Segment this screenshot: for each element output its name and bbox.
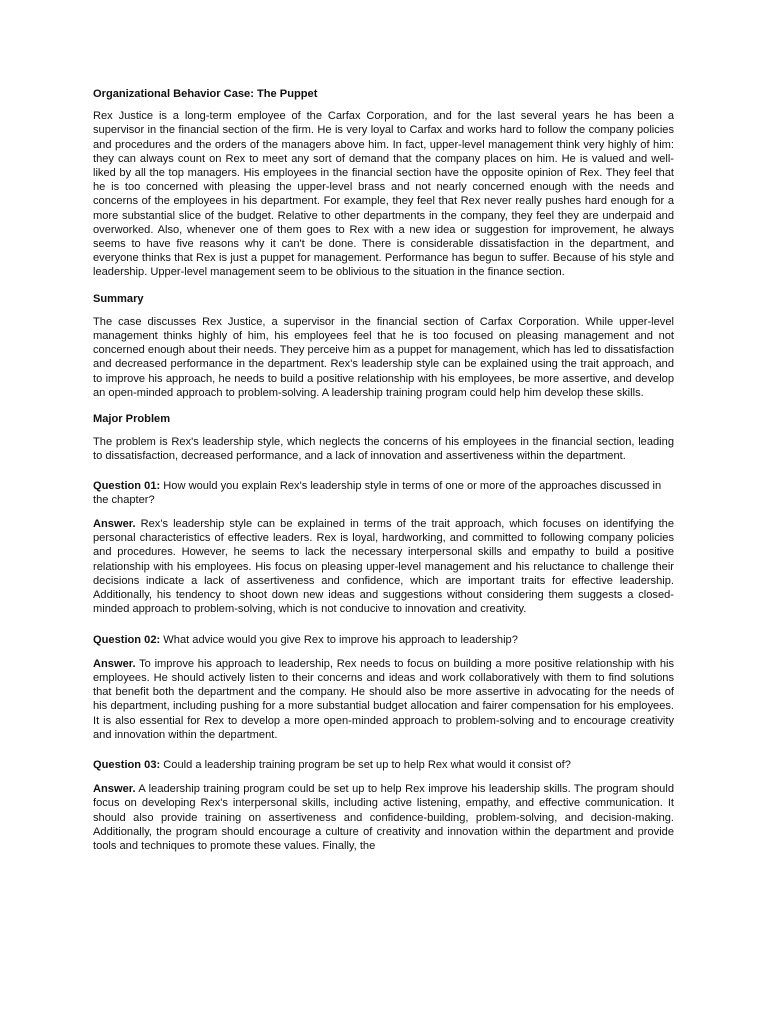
answer-01-label: Answer.: [93, 518, 136, 531]
answer-02-text: To improve his approach to leadership, Rex needs to focus on building a more positive relationship with his employees. He should actively listen to their concerns and ideas and work collaboratively with them to find solutions that benefit both the department and the company. He should also be more assertive in advocating for the needs of his department, including pushing for a more substantial budget allocation and fairer compensation for his employees. It is also essential for Rex to develop a more open-minded approach to problem-solving and to encourage creativity and innovation within the department.: [93, 657, 675, 741]
major-problem-paragraph: The problem is Rex's leadership style, which neglects the concerns of his employees in the financial section, leading to dissatisfaction, decreased performance, and a lack of innovation and assertiveness within the department.: [93, 436, 674, 463]
question-03-text: Could a leadership training program be set up to help Rex what would it consist of?: [163, 758, 571, 771]
answer-03-label: Answer.: [93, 783, 136, 796]
question-01-label: Question 01:: [93, 479, 161, 492]
intro-paragraph: Rex Justice is a long-term employee of the Carfax Corporation, and for the last several years he has been a supervisor in the financial section of the firm. He is very loyal to Carfax and works hard to follow the company policies and procedures and the orders of the managers above him. In fact, upper-level management think very highly of him: they can always count on Rex to meet any sort of demand that the company places on him. He is valued and well-liked by all the top managers. His employees in the financial section have the opposite opinion of Rex. They feel that he is too concerned with pleasing the upper-level brass and not nearly concerned enough with the needs and concerns of the employees in his department. For example, they feel that Rex never really pushes hard enough for a more substantial slice of the budget. Relative to other departments in the company, they feel they are underpaid and overworked. Also, whenever one of them goes to Rex with a new idea or suggestion for improvement, he always seems to have five reasons why it can't be done. There is considerable dissatisfaction in the department, and everyone thinks that Rex is just a puppet for management. Performance has begun to suffer. Because of his style and leadership. Upper-level management seem to be oblivious to the situation in the finance section.: [93, 110, 674, 279]
question-03-label: Question 03:: [93, 758, 161, 771]
answer-03-text: A leadership training program could be set up to help Rex improve his leadership skills. The program should focus on developing Rex's interpersonal skills, including active listening, empathy, and effective communication. It should also provide training on assertiveness and confidence-building, problem-solving, and decision-making. Additionally, the program should encourage a culture of creativity and innovation within the department and provide tools and techniques to promote these values. Finally, the: [93, 783, 674, 852]
question-03: [93, 758, 674, 772]
answer-01: [93, 517, 674, 616]
question-01: [93, 479, 674, 507]
document-title: Organizational Behavior Case: The Puppet: [93, 88, 318, 100]
major-problem-heading: Major Problem: [93, 413, 171, 426]
summary-heading: Summary: [93, 292, 144, 305]
question-02-label: Question 02:: [93, 633, 161, 646]
document-page: [93, 87, 674, 869]
summary-paragraph: The case discusses Rex Justice, a supervisor in the financial section of Carfax Corporation. While upper-level management thinks highly of him, his employees feel that he is too focused on pleasing management and not concerned enough about their needs. They perceive him as a puppet for management, which has led to dissatisfaction and decreased performance in the department. Rex's leadership style can be explained using the trait approach, and to improve his approach, he needs to build a positive relationship with his employees, be more assertive, and develop an open-minded approach to problem-solving. A leadership training program could help him develop these skills.: [93, 315, 674, 399]
question-01-text: How would you explain Rex's leadership style in terms of one or more of the approaches discussed in the chapter?: [93, 479, 662, 506]
answer-01-text: Rex's leadership style can be explained in terms of the trait approach, which focuses on identifying the personal characteristics of effective leaders. Rex is loyal, hardworking, and committed to following company policies and procedures. However, he seems to lack the necessary interpersonal skills and empathy to build a positive relationship with his employees. His focus on pleasing upper-level management and his reluctance to challenge their decisions indicate a lack of assertiveness and confidence, which are important traits for effective leadership. Additionally, his tendency to shoot down new ideas and suggestions without considering them suggests a closed-minded approach to problem-solving, which is not conducive to innovation and creativity.: [93, 518, 674, 616]
answer-02-label: Answer.: [93, 657, 136, 670]
question-02-text: What advice would you give Rex to improve his approach to leadership?: [163, 633, 518, 646]
answer-02: [93, 657, 674, 742]
answer-03: [93, 782, 674, 853]
question-02: [93, 633, 674, 647]
